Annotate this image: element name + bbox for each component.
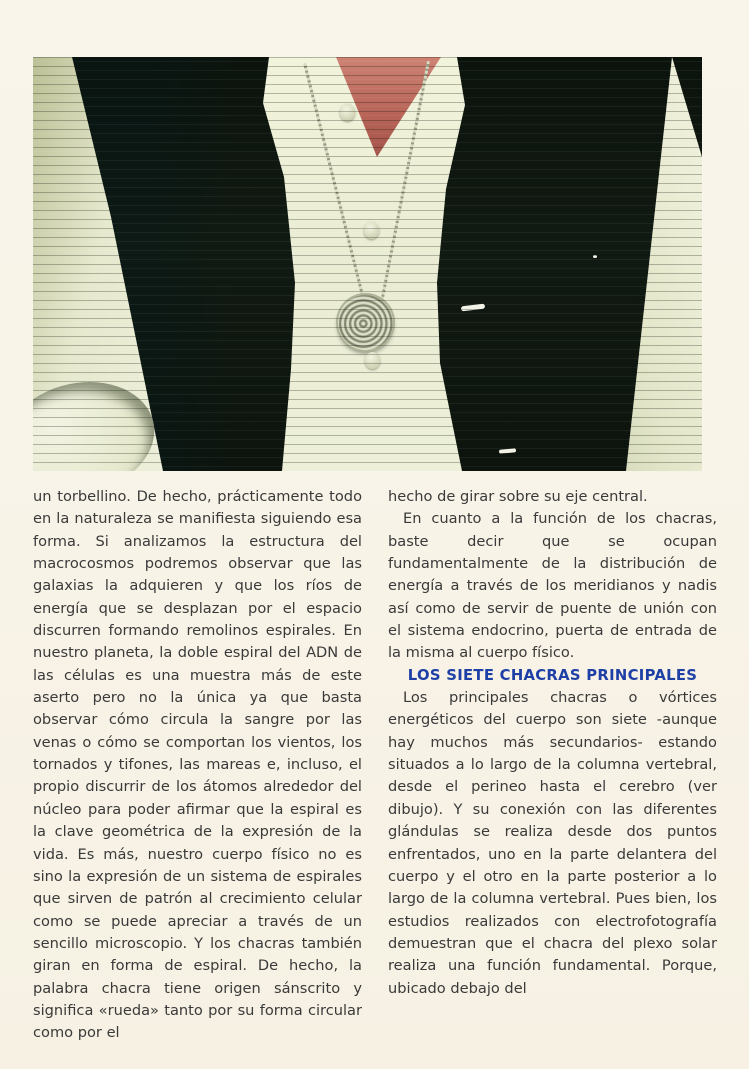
- scan-speck: [593, 255, 597, 258]
- right-column-paragraph-1: hecho de girar sobre su eje central.: [388, 488, 648, 505]
- shirt-button: [340, 104, 355, 121]
- section-heading: LOS SIETE CHACRAS PRINCIPALES: [407, 666, 698, 684]
- left-column: [33, 486, 362, 1045]
- right-column-paragraph-2: En cuanto a la función de los chacras, baste decir que se ocupan fundamentalmente de la distribución de energía a través de los meridianos y nadis así como de servir de puente de unión con el sistema endocrino, puerta de entrada de la misma al cuerpo físico.: [388, 510, 717, 662]
- chest-photo: [33, 57, 702, 471]
- right-column: [388, 486, 717, 1045]
- right-column-paragraph-3: Los principales chacras o vórtices energéticos del cuerpo son siete -aunque hay muchos más secundarios- estando situados a lo largo de la columna vertebral, desde el perineo hasta el cerebro (ver dibujo). Y su conexión con las diferentes glándulas se realiza desde dos puntos enfrentados, uno en la parte delantera del cuerpo y el otro en la parte posterior a lo largo de la columna vertebral. Pues bien, los estudios realizados con electrofotografía demuestran que el chacra del plexo solar realiza una función fundamental. Porque, ubicado debajo del: [388, 689, 717, 997]
- spiral-medallion: [338, 295, 393, 350]
- left-column-paragraph: un torbellino. De hecho, prácticamente todo en la naturaleza se manifiesta siguiendo esa forma. Si analizamos la estructura del macrocosmos podremos observar que las galaxias la adquieren y que los ríos de energía que se desplazan por el espacio discurren formando remolinos espirales. En nuestro planeta, la doble espiral del ADN de las células es una muestra más de este aserto pero no la única ya que basta observar cómo circula la sangre por las venas o cómo se comportan los vientos, los tornados y tifones, las mareas e, incluso, el propio discurrir de los átomos alrededor del núcleo para poder afirmar que la espiral es la clave geométrica de la expresión de la vida. Es más, nuestro cuerpo físico no es sino la expresión de un sistema de espirales que sirven de patrón al crecimiento celular como se puede apreciar a través de un sencillo microscopio. Y los chacras también giran en forma de espiral. De hecho, la palabra chacra tiene origen sánscrito y significa «rueda» tanto por su forma circular como por el: [33, 488, 362, 1042]
- article-body: [33, 486, 717, 1045]
- shirt-button: [365, 352, 380, 369]
- shirt-button: [364, 222, 379, 239]
